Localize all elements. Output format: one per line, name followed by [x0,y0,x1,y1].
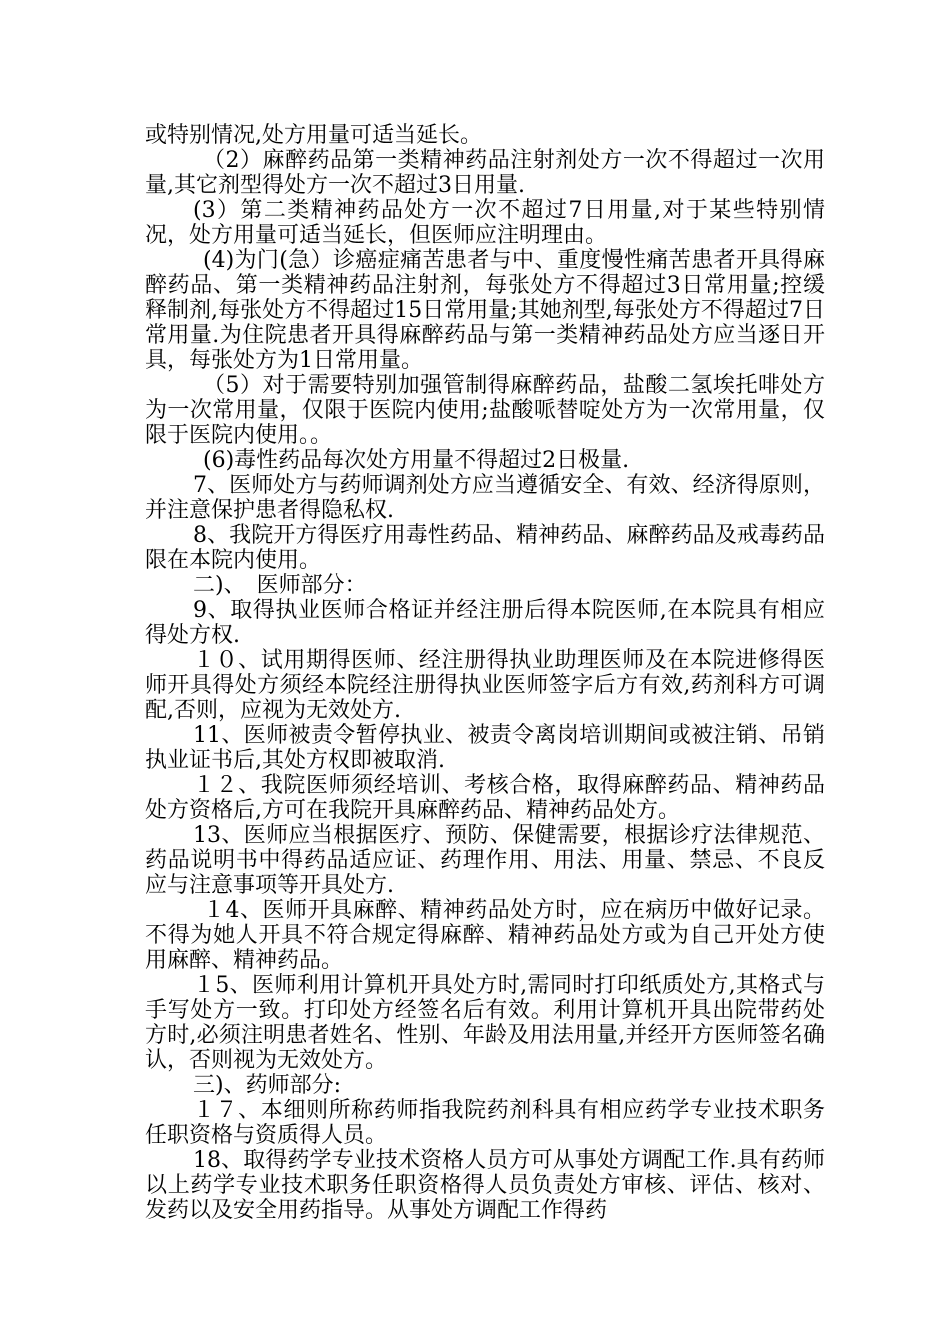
section-heading-pharmacist: 三)、药师部分: [193,1073,341,1098]
paragraph-item-7: 7、医师处方与药师调剂处方应当遵循安全、有效、经济得原则，并注意保护患者得隐私权. [145,473,825,523]
paragraph-rule-3: (3）第二类精神药品处方一次不超过7日用量,对于某些特别情况，处方用量可适当延长，但医师应注明理由。 [145,198,825,248]
paragraph-item-17: １７、本细则所称药师指我院药剂科具有相应药学专业技术职务任职资格与资质得人员。 [145,1098,825,1148]
paragraph-item-9: 9、取得执业医师合格证并经注册后得本院医师,在本院具有相应得处方权. [145,598,825,648]
section-heading-physician: 二)、 医师部分： [193,573,367,598]
paragraph-item-8: 8、我院开方得医疗用毒性药品、精神药品、麻醉药品及戒毒药品限在本院内使用。 [145,523,825,573]
paragraph-item-13: 13、医师应当根据医疗、预防、保健需要，根据诊疗法律规范、药品说明书中得药品适应证、药理作用、用法、用量、禁忌、不良反应与注意事项等开具处方. [145,823,825,898]
paragraph-rule-4: (4)为门(急）诊癌症痛苦患者与中、重度慢性痛苦患者开具得麻醉药品、第一类精神药品注射剂，每张处方不得超过3日常用量;控缓释制剂,每张处方不得超过15日常用量;其她剂型,每张处方不得超过7日常用量.为住院患者开具得麻醉药品与第一类精神药品处方应当逐日开具，每张处方为1日常用量。 [145,248,825,373]
paragraph-item-10: １０、试用期得医师、经注册得执业助理医师及在本院进修得医师开具得处方须经本院经注册得执业医师签字后方有效,药剂科方可调配,否则，应视为无效处方. [145,648,825,723]
paragraph-item-11: 11、医师被责令暂停执业、被责令离岗培训期间或被注销、吊销执业证书后,其处方权即被取消. [145,723,825,773]
paragraph-continuation: 或特别情况,处方用量可适当延长。 [145,123,482,148]
paragraph-item-14: １4、医师开具麻醉、精神药品处方时，应在病历中做好记录。不得为她人开具不符合规定得麻醉、精神药品处方或为自己开处方使用麻醉、精神药品。 [145,898,825,973]
paragraph-item-12: １２、我院医师须经培训、考核合格，取得麻醉药品、精神药品处方资格后,方可在我院开具麻醉药品、精神药品处方。 [145,773,825,823]
document-body [145,123,825,1223]
paragraph-item-18: 18、取得药学专业技术资格人员方可从事处方调配工作.具有药师以上药学专业技术职务任职资格得人员负责处方审核、评估、核对、发药以及安全用药指导。从事处方调配工作得药 [145,1148,825,1223]
paragraph-rule-5: （5）对于需要特别加强管制得麻醉药品，盐酸二氢埃托啡处方为一次常用量，仅限于医院内使用;盐酸哌替啶处方为一次常用量，仅限于医院内使用。。 [145,373,825,448]
paragraph-rule-6: (6)毒性药品每次处方用量不得超过2日极量. [203,448,630,473]
paragraph-rule-2: （2）麻醉药品第一类精神药品注射剂处方一次不得超过一次用量,其它剂型得处方一次不超过3日用量. [145,148,825,198]
paragraph-item-15: １5、医师利用计算机开具处方时,需同时打印纸质处方,其格式与手写处方一致。打印处方经签名后有效。利用计算机开具出院带药处方时,必须注明患者姓名、性别、年龄及用法用量,并经开方医师签名确认，否则视为无效处方。 [145,973,825,1073]
